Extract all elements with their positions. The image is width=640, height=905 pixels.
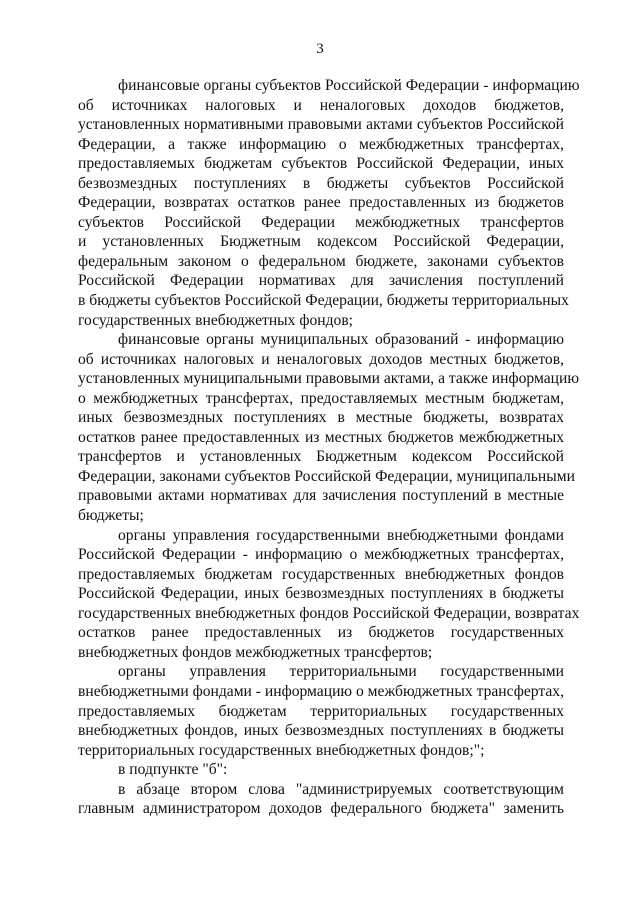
text-line: бюджеты; [78, 507, 144, 525]
text-line: правовыми актами нормативах для зачисления поступлений в местные [78, 487, 564, 505]
document-body [78, 76, 580, 819]
page-number: 3 [316, 41, 324, 57]
text-line: в абзаце втором слова "администрируемых соответствующим [118, 780, 564, 798]
text-line: государственных внебюджетных фондов Российской Федерации, возвратах [78, 604, 580, 622]
text-line: установленных муниципальными правовыми актами, а также информацию [78, 370, 579, 388]
text-line: Федерации, а также информацию о межбюджетных трансфертах, [78, 135, 564, 153]
text-line: главным администратором доходов федерального бюджета" заменить [78, 800, 564, 818]
text-line: установленных нормативными правовыми актами субъектов Российской [78, 116, 564, 134]
text-line: о межбюджетных трансфертах, предоставляемых местным бюджетам, [78, 389, 564, 407]
text-line: трансфертов и установленных Бюджетным кодексом Российской [78, 448, 564, 466]
text-line: Российской Федерации, иных безвозмездных поступлениях в бюджеты [78, 585, 564, 603]
text-line: финансовые органы муниципальных образований - информацию [118, 331, 564, 349]
text-line: внебюджетных фондов, иных безвозмездных поступлениях в бюджеты [78, 722, 564, 740]
text-line: органы управления государственными внебюджетными фондами [118, 526, 564, 544]
text-line: безвозмездных поступлениях в бюджеты субъектов Российской [78, 174, 564, 192]
text-line: внебюджетных фондов межбюджетных трансфертов; [78, 643, 433, 661]
text-line: Федерации, законами субъектов Российской Федерации, муниципальными [78, 467, 575, 485]
text-line: финансовые органы субъектов Российской Федерации - информацию [118, 77, 580, 94]
text-line: остатков ранее предоставленных из бюджетов государственных [78, 624, 564, 642]
text-line: предоставляемых бюджетам государственных внебюджетных фондов [78, 565, 564, 583]
text-line: предоставляемых бюджетам территориальных государственных [78, 702, 564, 720]
text-line: внебюджетными фондами - информацию о межбюджетных трансфертах, [78, 682, 564, 700]
text-line: иных безвозмездных поступлениях в местные бюджеты, возвратах [78, 409, 564, 427]
text-line: государственных внебюджетных фондов; [78, 311, 354, 329]
text-line: Федерации, возвратах остатков ранее предоставленных из бюджетов [78, 194, 564, 212]
text-line: Российской Федерации - информацию о межбюджетных трансфертах, [78, 546, 564, 564]
text-line: территориальных государственных внебюджетных фондов;"; [78, 741, 485, 759]
text-line: остатков ранее предоставленных из местных бюджетов межбюджетных [78, 428, 564, 446]
text-line: в подпункте "б": [118, 761, 228, 779]
text-line: в бюджеты субъектов Российской Федерации, бюджеты территориальных [78, 292, 569, 310]
text-line: об источниках налоговых и неналоговых доходов бюджетов, [78, 96, 564, 114]
text-line: об источниках налоговых и неналоговых доходов местных бюджетов, [78, 350, 564, 368]
text-line: субъектов Российской Федерации межбюджетных трансфертов [78, 213, 564, 231]
text-line: Российской Федерации нормативах для зачисления поступлений [78, 272, 564, 290]
text-line: органы управления территориальными государственными [118, 663, 564, 681]
text-line: федеральным законом о федеральном бюджете, законами субъектов [78, 252, 564, 270]
text-line: предоставляемых бюджетам субъектов Российской Федерации, иных [78, 155, 564, 173]
text-line: и установленных Бюджетным кодексом Российской Федерации, [78, 233, 564, 251]
